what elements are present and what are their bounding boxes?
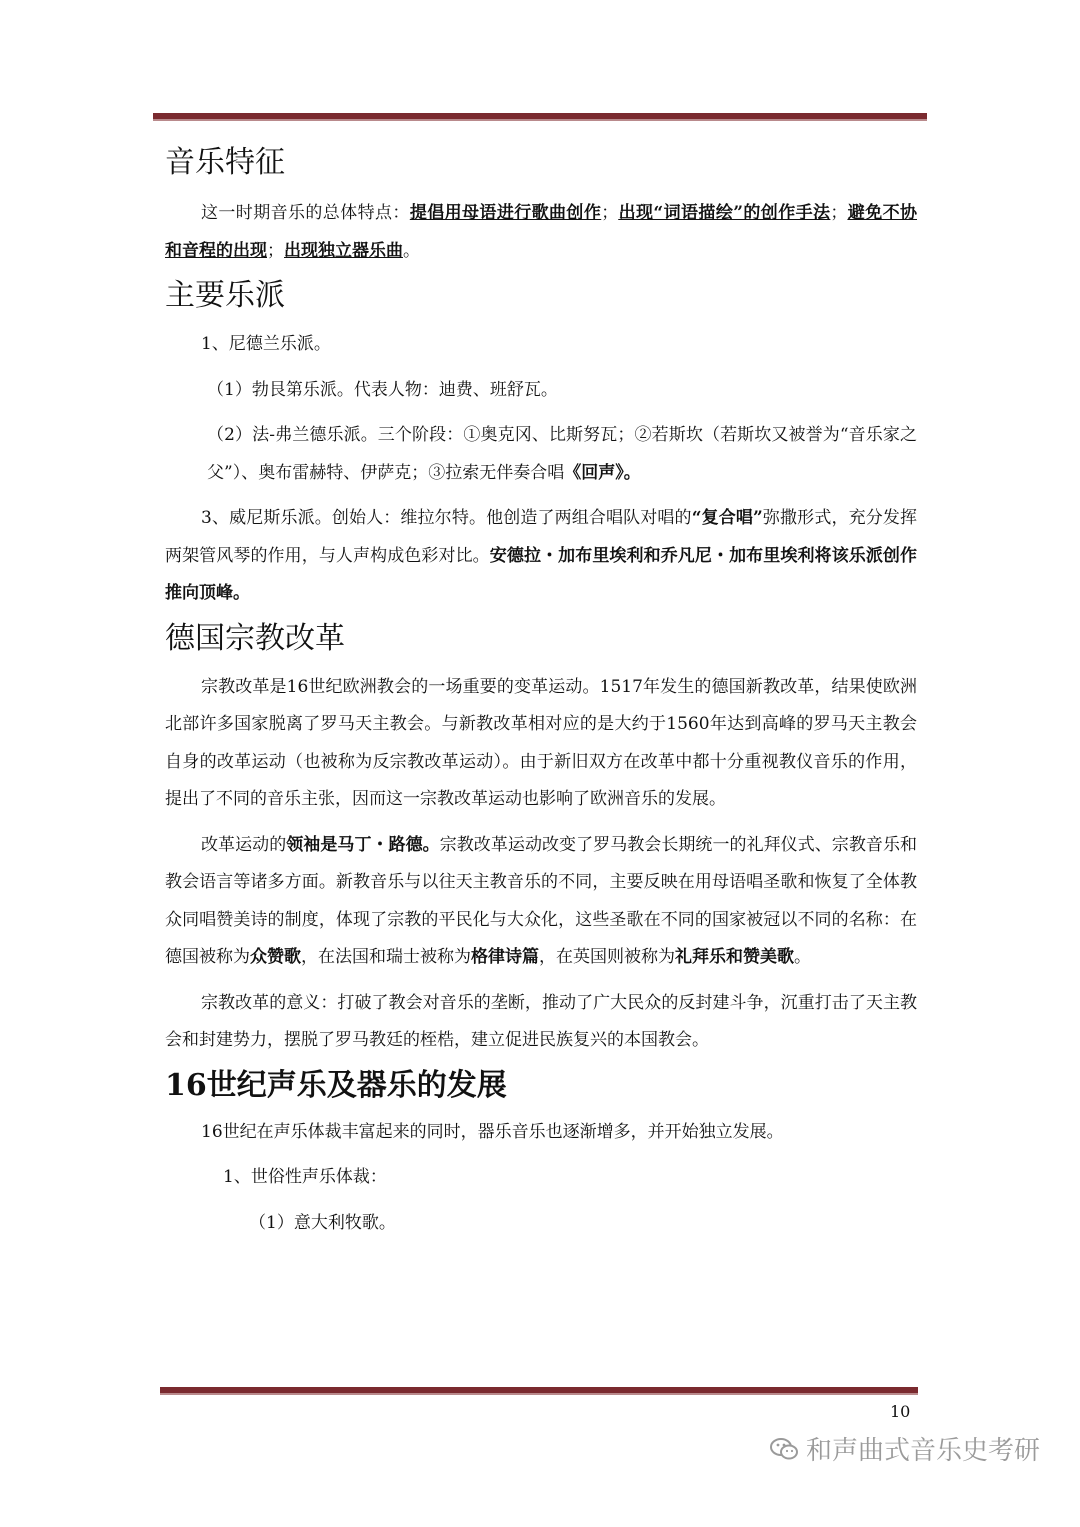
text-span: ，在法国和瑞士被称为 — [301, 947, 471, 967]
watermark-text: 和声曲式音乐史考研 — [806, 1436, 1041, 1466]
underlined-phrase: 出现“词语描绘”的创作手法 — [618, 203, 831, 223]
paragraph: 宗教改革是16世纪欧洲教会的一场重要的变革运动。1517年发生的德国新教改革，结果使欧洲北部许多国家脱离了罗马天主教会。与新教改革相对应的是大约于1560年达到高峰的罗马天主教会自身的改革运动（也被称为反宗教改革运动）。由于新旧双方在改革中都十分重视教仪音乐的作用，提出了不同的音乐主张，因而这一宗教改革运动也影响了欧洲音乐的发展。 — [165, 676, 917, 809]
bold-phrase: 格律诗篇 — [471, 947, 539, 967]
text-span: ，在英国则被称为 — [539, 947, 675, 967]
paragraph — [165, 827, 917, 977]
header-rule — [153, 113, 927, 121]
heading-16th-century: 16世纪声乐及器乐的发展 — [165, 1067, 507, 1103]
text-span: （2）法-弗兰德乐派。三个阶段：①奥克冈、比斯努瓦；②若斯坎（若斯坎又被誉为“音乐家之父”）、奥布雷赫特、伊萨克；③拉索无伴奏合唱 — [207, 425, 917, 483]
list-item — [165, 417, 917, 492]
page-body — [165, 145, 917, 1250]
underlined-phrase: 出现独立器乐曲 — [284, 240, 403, 261]
bold-phrase: “复合唱” — [691, 508, 763, 528]
heading-main-schools: 主要乐派 — [165, 278, 285, 313]
text-span: 改革运动的 — [201, 834, 287, 855]
text-span: 这一时期音乐的总体特点： — [201, 203, 410, 223]
bold-phrase: 安德拉・加布里埃利和乔凡尼・加布里埃利将该乐派创作推向顶峰。 — [165, 545, 918, 603]
paragraph: 16世纪在声乐体裁丰富起来的同时，器乐音乐也逐渐增多，并开始独立发展。 — [201, 1121, 784, 1142]
underlined-phrase: 避免不协和音程的出现 — [165, 203, 918, 261]
heading-reformation: 德国宗教改革 — [165, 620, 345, 656]
text-span: 3、威尼斯乐派。创始人：维拉尔特。他创造了两组合唱队对唱的 — [201, 508, 692, 528]
list-item: （1）意大利牧歌。 — [249, 1212, 396, 1233]
text-span: 宗教改革运动改变了罗马教会长期统一的礼拜仪式、宗教音乐和教会语言等诸多方面。新教音乐与以往天主教音乐的不同，主要反映在用母语唱圣歌和恢复了全体教众同唱赞美诗的制度，体现了宗教的平民化与大众化，这些圣歌在不同的国家被冠以不同的名称：在德国被称为 — [165, 834, 918, 967]
text-span: 。 — [794, 947, 811, 967]
paragraph: 宗教改革的意义：打破了教会对音乐的垄断，推动了广大民众的反封建斗争，沉重打击了天主教会和封建势力，摆脱了罗马教廷的桎梏，建立促进民族复兴的本国教会。 — [165, 992, 917, 1050]
bold-phrase: 众赞歌 — [250, 947, 301, 967]
text-span: ； — [830, 203, 848, 223]
list-item: （1）勃艮第乐派。代表人物：迪费、班舒瓦。 — [207, 379, 558, 400]
wechat-icon — [770, 1437, 798, 1461]
page-number: 10 — [890, 1402, 911, 1421]
bold-phrase: 礼拜乐和赞美歌 — [675, 947, 794, 967]
footer-rule — [160, 1387, 918, 1395]
list-item — [165, 500, 917, 613]
bold-phrase: 《回声》。 — [564, 462, 641, 483]
text-span: 。 — [403, 240, 420, 261]
bold-phrase: 领袖是马丁・路德。 — [286, 834, 440, 855]
list-item: 1、尼德兰乐派。 — [201, 334, 331, 354]
heading-music-features: 音乐特征 — [165, 145, 285, 180]
text-span: 弥撒形式，充分发挥两架管风琴的作用，与人声构成色彩对比。 — [165, 508, 917, 566]
text-span: ； — [267, 240, 284, 261]
text-span: ； — [601, 203, 619, 223]
underlined-phrase: 提倡用母语进行歌曲创作 — [409, 203, 602, 223]
watermark — [770, 1430, 1040, 1467]
paragraph-music-features — [165, 195, 917, 270]
list-item: 1、世俗性声乐体裁： — [223, 1167, 387, 1187]
